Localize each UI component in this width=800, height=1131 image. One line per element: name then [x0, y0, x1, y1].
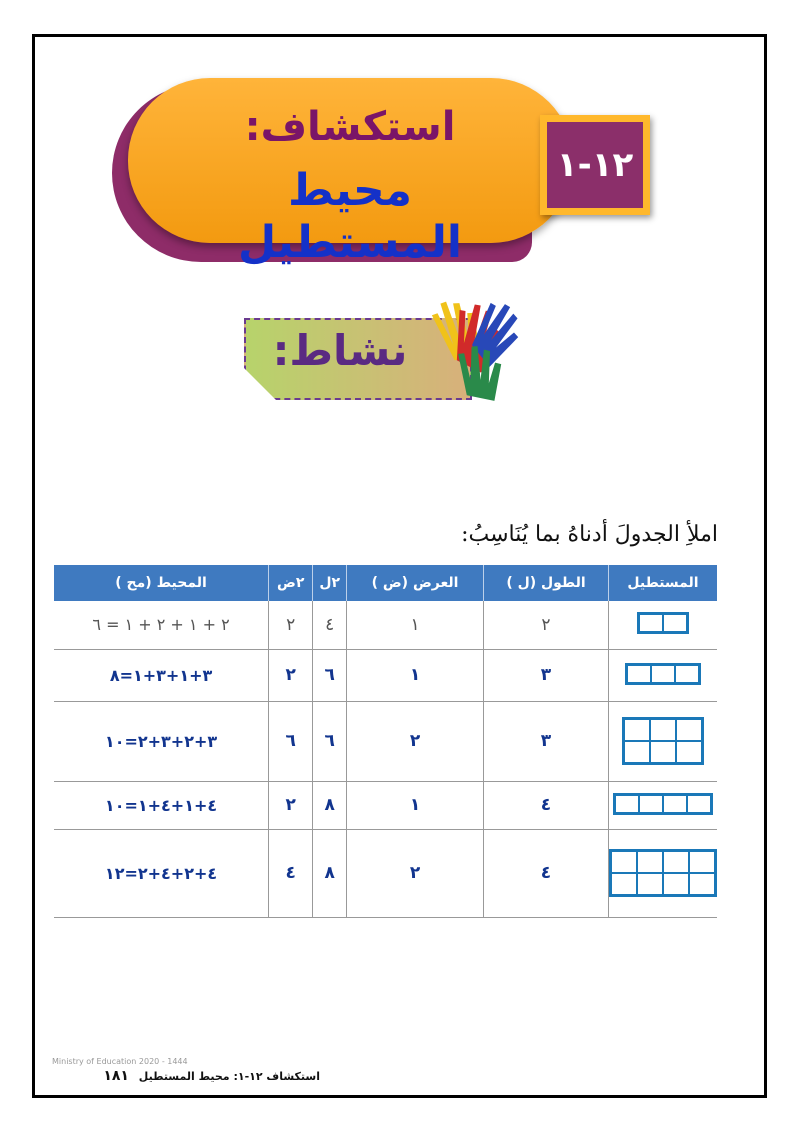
cell-length[interactable]: ٣ — [483, 649, 608, 701]
cell-two-width[interactable]: ٢ — [269, 649, 313, 701]
lesson-number: ١٢-١ — [547, 122, 643, 208]
cell-two-width[interactable]: ٦ — [269, 701, 313, 781]
grid-cell — [615, 795, 639, 813]
rectangle-grid — [609, 829, 718, 917]
instruction-text: املأِ الجدولَ أدناهُ بما يُنَاسِبُ: — [461, 522, 718, 547]
cell-length[interactable]: ٤ — [483, 829, 608, 917]
rectangle-grid — [609, 781, 718, 829]
col-two-length: ٢ل — [313, 565, 347, 601]
lesson-badge — [540, 115, 650, 215]
cell-length[interactable]: ٤ — [483, 781, 608, 829]
cell-length[interactable]: ٣ — [483, 701, 608, 781]
cell-two-length[interactable]: ٦ — [313, 649, 347, 701]
grid-cell — [689, 851, 715, 873]
grid-cell — [676, 741, 702, 763]
grid-drawing — [609, 849, 717, 897]
cell-width[interactable]: ٢ — [347, 701, 484, 781]
hands-icon — [420, 284, 520, 404]
page-number: ١٨١ — [103, 1068, 129, 1084]
cell-perimeter[interactable]: ٤+٢+٤+٢=١٢ — [54, 829, 269, 917]
table-row — [54, 649, 717, 701]
perimeter-table — [54, 565, 717, 918]
grid-cell — [663, 614, 687, 632]
cell-width[interactable]: ١ — [347, 601, 484, 649]
grid-cell — [637, 873, 663, 895]
grid-cell — [676, 719, 702, 741]
rectangle-grid — [609, 701, 718, 781]
header-title-line1: استكشاف: — [244, 104, 456, 150]
grid-cell — [689, 873, 715, 895]
grid-cell — [675, 665, 699, 683]
grid-cell — [624, 741, 650, 763]
rectangle-grid — [609, 649, 718, 701]
header-title-line2: محيط المستطيل — [238, 165, 462, 268]
table-row — [54, 601, 717, 649]
footer-watermark: Ministry of Education 2020 - 1444 — [52, 1057, 188, 1066]
grid-cell — [637, 851, 663, 873]
activity-label: نشاط: — [272, 326, 408, 375]
col-perimeter: المحيط (مح ) — [54, 565, 269, 601]
cell-width[interactable]: ١ — [347, 649, 484, 701]
grid-cell — [663, 873, 689, 895]
grid-drawing — [622, 717, 704, 765]
grid-cell — [611, 851, 637, 873]
col-two-width: ٢ض — [269, 565, 313, 601]
table-row — [54, 701, 717, 781]
grid-cell — [663, 795, 687, 813]
table-row — [54, 781, 717, 829]
grid-cell — [639, 614, 663, 632]
cell-two-width[interactable]: ٢ — [269, 781, 313, 829]
grid-cell — [650, 741, 676, 763]
grid-cell — [650, 719, 676, 741]
cell-two-length[interactable]: ٤ — [313, 601, 347, 649]
footer — [50, 1068, 320, 1084]
col-length: الطول (ل ) — [483, 565, 608, 601]
col-width: العرض (ض ) — [347, 565, 484, 601]
grid-cell — [639, 795, 663, 813]
table-row — [54, 829, 717, 917]
grid-cell — [687, 795, 711, 813]
table-header-row — [54, 565, 717, 601]
grid-cell — [651, 665, 675, 683]
cell-two-length[interactable]: ٦ — [313, 701, 347, 781]
cell-length[interactable]: ٢ — [483, 601, 608, 649]
grid-cell — [627, 665, 651, 683]
cell-width[interactable]: ١ — [347, 781, 484, 829]
cell-two-length[interactable]: ٨ — [313, 781, 347, 829]
grid-cell — [611, 873, 637, 895]
cell-perimeter[interactable]: ٢ + ١ + ٢ + ١ = ٦ — [54, 601, 269, 649]
cell-width[interactable]: ٢ — [347, 829, 484, 917]
cell-two-width[interactable]: ٤ — [269, 829, 313, 917]
grid-drawing — [613, 793, 713, 815]
cell-perimeter[interactable]: ٤+١+٤+١=١٠ — [54, 781, 269, 829]
cell-perimeter[interactable]: ٣+٢+٣+٢=١٠ — [54, 701, 269, 781]
footer-text: استكشاف ١٢-١: محيط المستطيل — [138, 1070, 320, 1083]
grid-cell — [663, 851, 689, 873]
grid-drawing — [637, 612, 689, 634]
cell-perimeter[interactable]: ٣+١+٣+١=٨ — [54, 649, 269, 701]
cell-two-length[interactable]: ٨ — [313, 829, 347, 917]
col-rectangle: المستطيل — [609, 565, 718, 601]
rectangle-grid — [609, 601, 718, 649]
cell-two-width[interactable]: ٢ — [269, 601, 313, 649]
grid-drawing — [625, 663, 701, 685]
grid-cell — [624, 719, 650, 741]
